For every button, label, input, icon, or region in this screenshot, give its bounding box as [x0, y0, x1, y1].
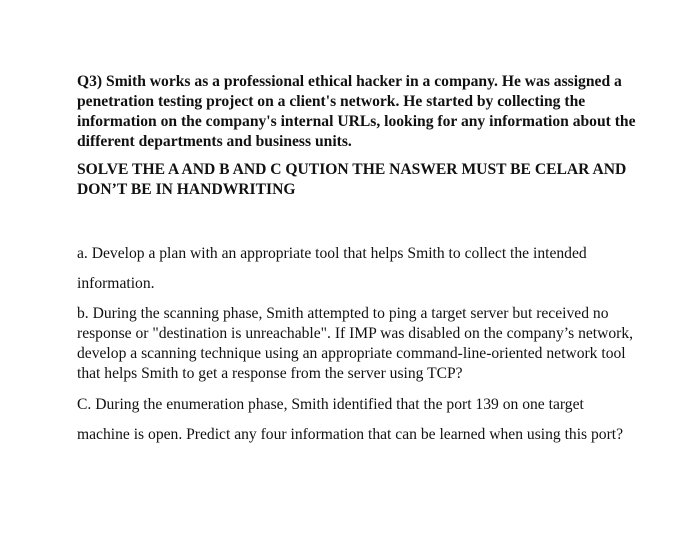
document-page [77, 72, 637, 449]
question-text: Q3) Smith works as a professional ethical hacker in a company. He was assigned a penetration testing project on a client's network. He started by collecting the information on the company's internal URLs, looking for any information about the different departments and business units. [77, 73, 636, 150]
part-b-text: b. During the scanning phase, Smith attempted to ping a target server but received no response or "destination is unreachable". If IMP was disabled on the company’s network, develop a scanning technique using an appropriate command-line-oriented network tool that helps Smith to get a response from the server using TCP? [77, 305, 634, 382]
part-a-text: a. Develop a plan with an appropriate tool that helps Smith to collect the intended information. [77, 245, 587, 292]
question-parts [77, 239, 637, 449]
part-c-text: C. During the enumeration phase, Smith identified that the port 139 on one target machine is open. Predict any four information that can be learned when using this port? [77, 396, 624, 443]
instruction-text: SOLVE THE A AND B AND C QUTION THE NASWER MUST BE CELAR AND DON’T BE IN HANDWRITING [77, 161, 627, 198]
